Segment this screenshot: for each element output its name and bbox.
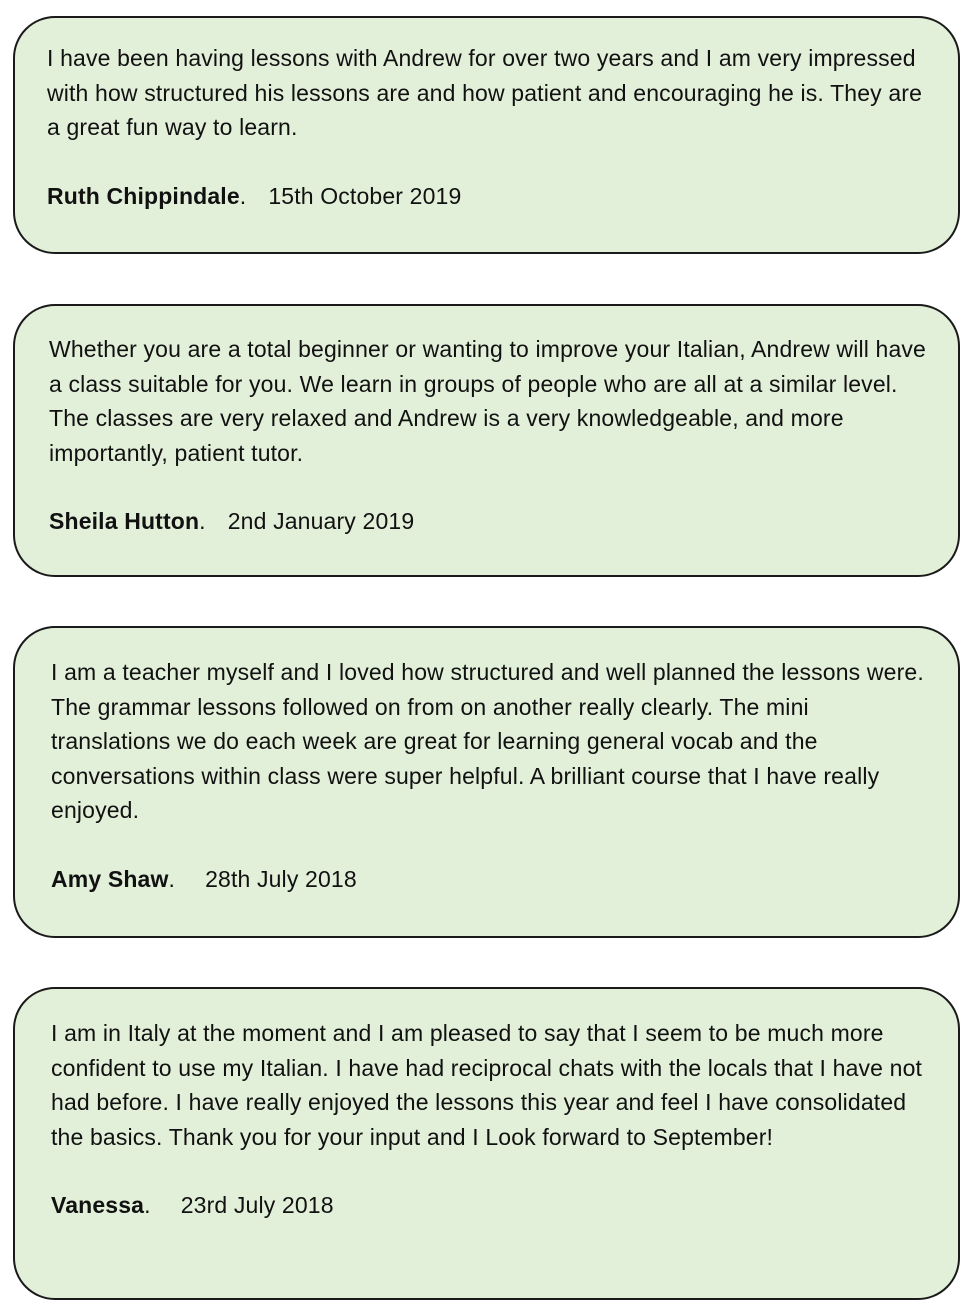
signature-separator: . [144,1192,151,1218]
testimonial-author: Vanessa [51,1192,145,1218]
signature-separator: . [239,182,247,209]
testimonial-author: Ruth Chippindale [47,182,240,209]
testimonial-date: 23rd July 2018 [180,1192,334,1218]
testimonial-text: I am a teacher myself and I loved how structured and well planned the lessons were. The grammar lessons followed on from on another really clearly. The mini translations we do each week are great for learning general vocab and the conversations within class were super helpful. A brilliant course that I have really enjoyed. [51,659,924,823]
testimonial-card [13,987,960,1300]
signature-separator: . [199,508,206,534]
testimonial-text: Whether you are a total beginner or wanting to improve your Italian, Andrew will have a class suitable for you. We learn in groups of people who are all at a similar level. The classes are very relaxed and Andrew is a very knowledgeable, and more importantly, patient tutor. [49,336,926,466]
testimonial-author: Amy Shaw [51,865,169,892]
testimonial-signature [51,1188,932,1223]
testimonial-card [13,16,960,254]
testimonial-card [13,304,960,577]
testimonial-date: 2nd January 2019 [227,508,415,534]
testimonial-signature [51,862,932,897]
testimonial-text: I have been having lessons with Andrew for over two years and I am very impressed with how structured his lessons are and how patient and encouraging he is. They are a great fun way to learn. [47,45,923,140]
signature-separator: . [168,865,176,892]
testimonial-text: I am in Italy at the moment and I am pleased to say that I seem to be much more confident to use my Italian. I have had reciprocal chats with the locals that I have not had before. I have really enjoyed the lessons this year and feel I have consolidated the basics. Thank you for your input and I Look forward to September! [51,1020,923,1150]
testimonial-card [13,626,960,938]
testimonial-signature [47,179,932,214]
testimonial-signature [49,504,932,539]
testimonial-date: 15th October 2019 [268,182,462,209]
testimonial-author: Sheila Hutton [49,508,200,534]
testimonial-date: 28th July 2018 [205,865,357,892]
